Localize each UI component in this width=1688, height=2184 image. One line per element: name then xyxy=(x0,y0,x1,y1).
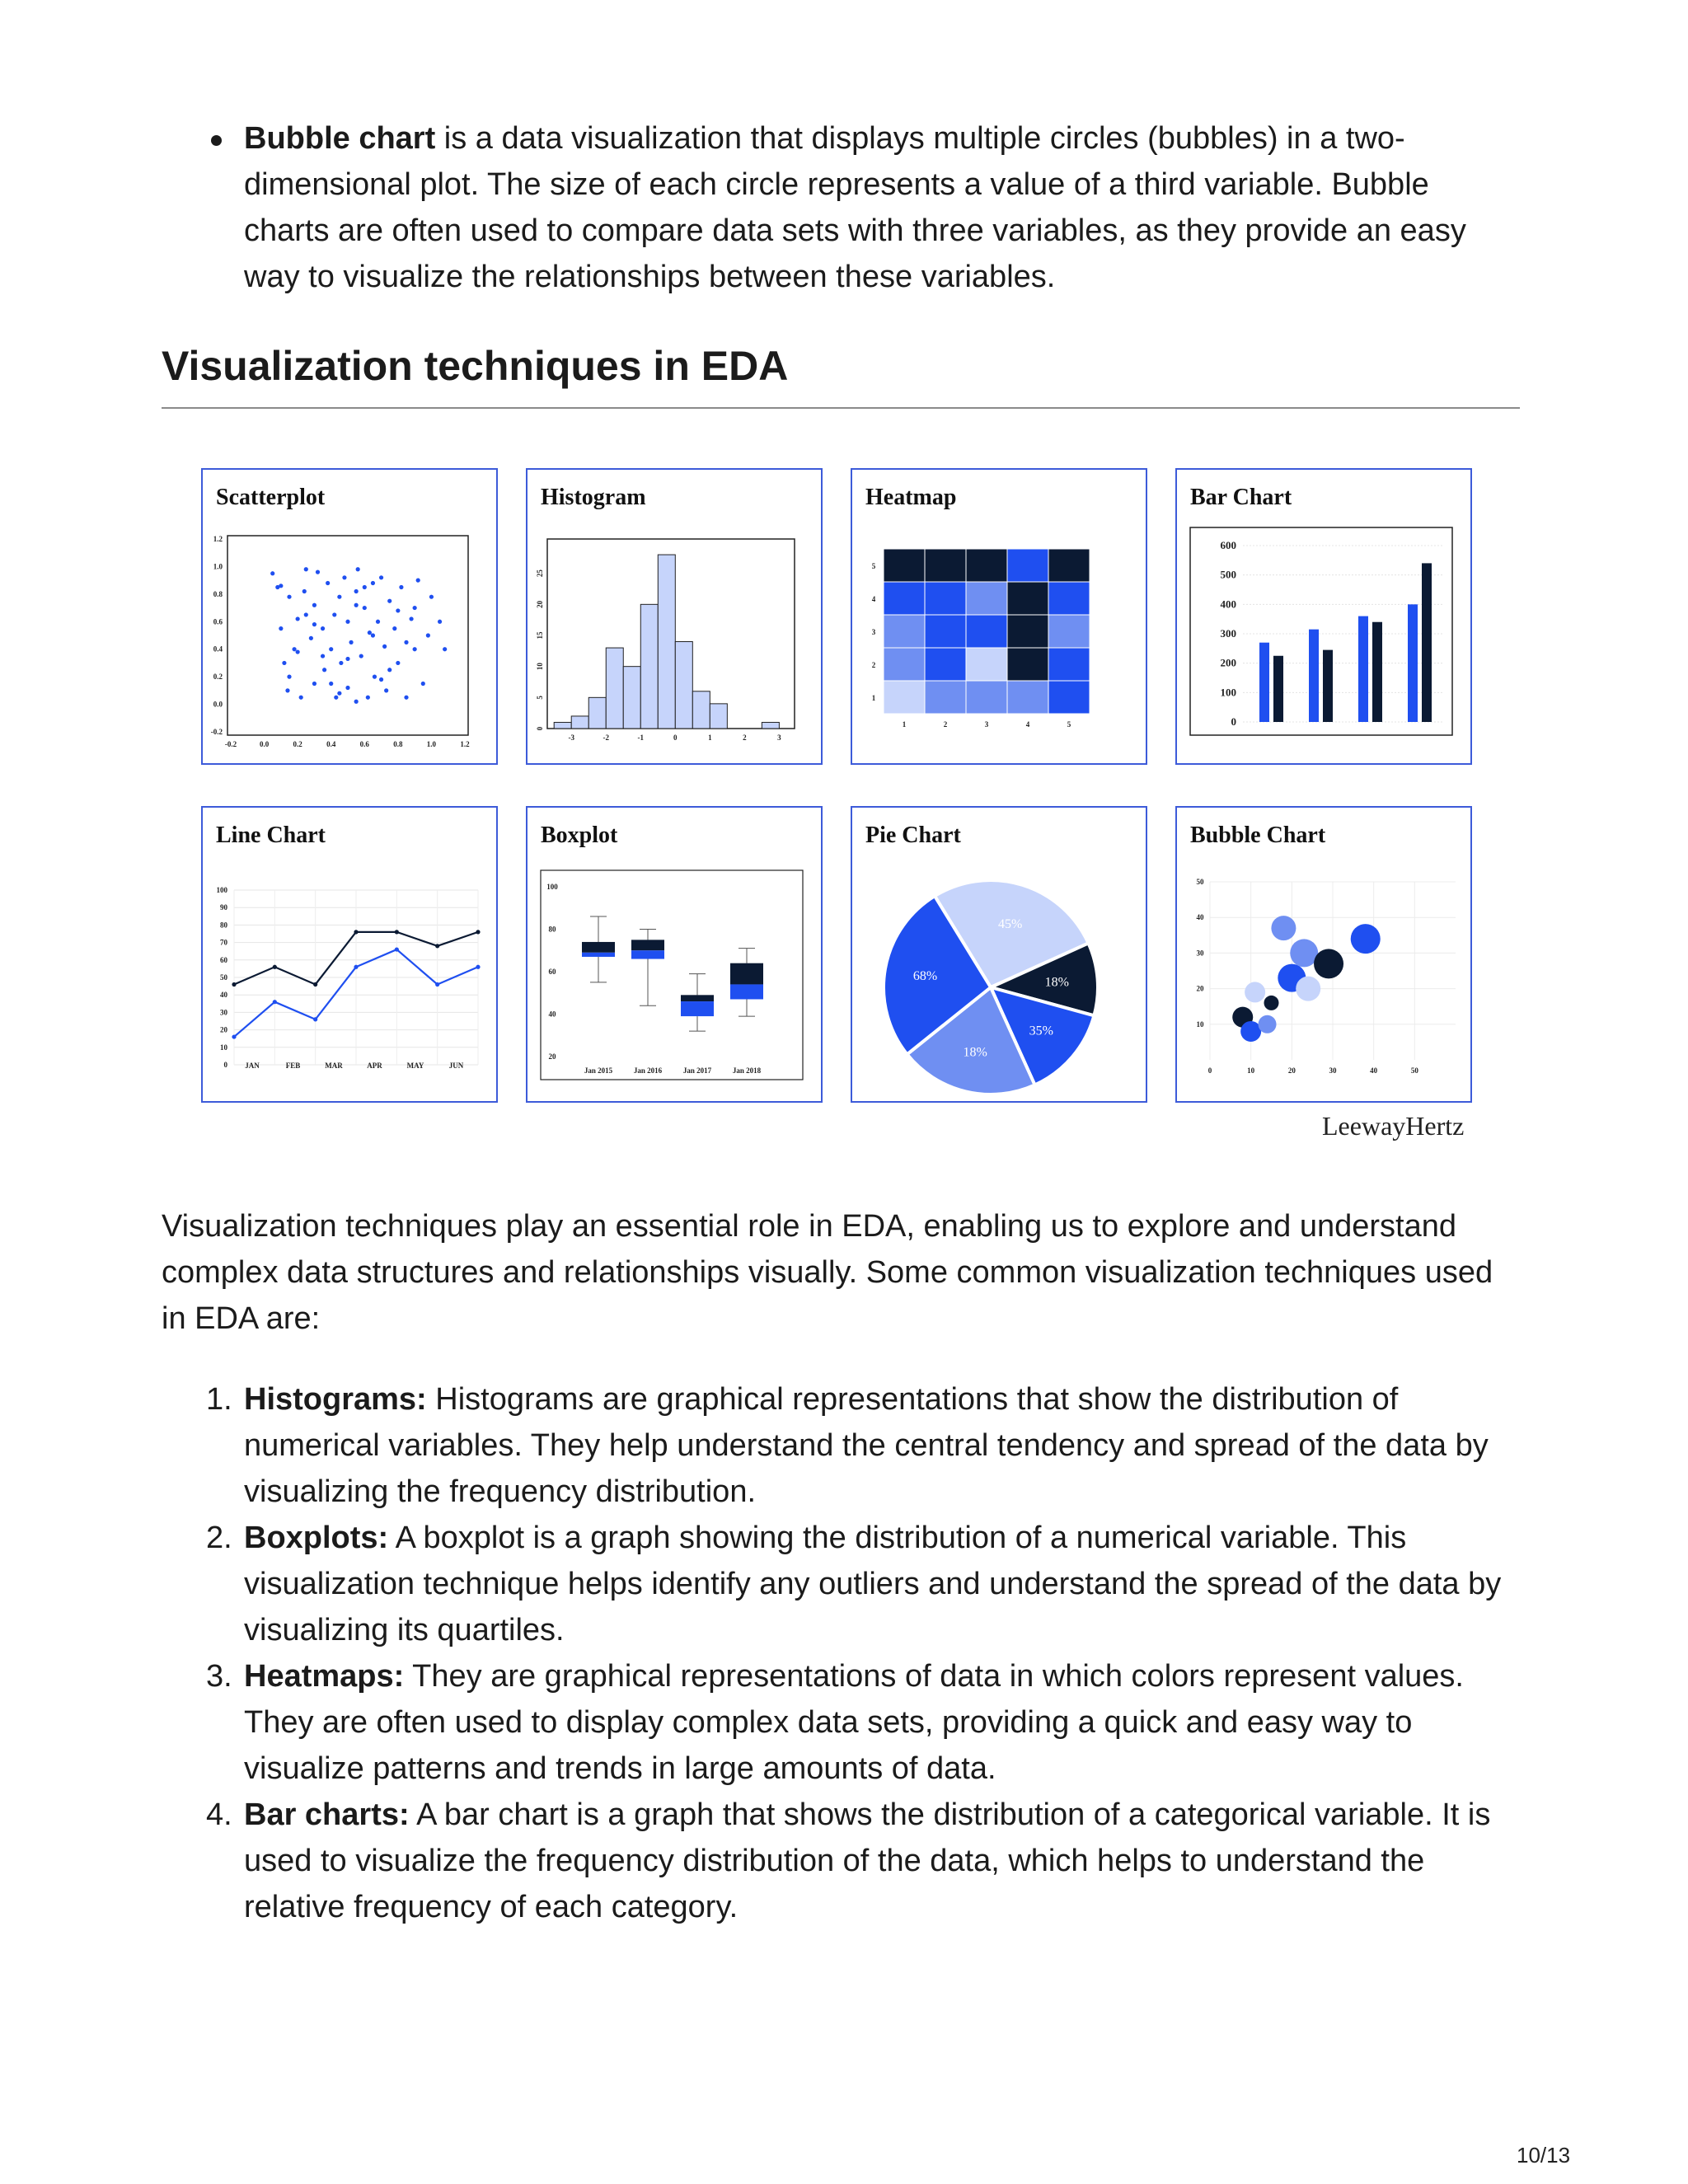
scatter-point xyxy=(285,688,289,692)
scatter-point xyxy=(399,585,403,589)
scatter-point xyxy=(312,603,316,607)
scatter-point xyxy=(354,603,359,607)
bar xyxy=(1259,643,1269,722)
y-tick-label: 20 xyxy=(548,1052,556,1061)
scatter-point xyxy=(429,595,434,599)
scatter-point xyxy=(312,622,316,626)
scatter-point xyxy=(413,606,417,610)
heatmap-cell xyxy=(1048,549,1090,582)
pie-label: 68% xyxy=(912,969,938,984)
histogram-bar xyxy=(692,691,710,729)
bubble xyxy=(1271,916,1296,940)
scatter-point xyxy=(339,661,343,665)
list-term: Bar charts: xyxy=(244,1797,410,1832)
bullet-term: Bubble chart xyxy=(244,121,436,156)
heatmap-cell xyxy=(1048,582,1090,615)
scatter-point xyxy=(279,626,283,630)
y-tick-label: 5 xyxy=(536,696,544,700)
y-tick-label: 80 xyxy=(548,925,556,934)
x-tick-label: Jan 2017 xyxy=(682,1066,712,1075)
scatter-point xyxy=(354,700,359,704)
list-term: Boxplots: xyxy=(244,1521,389,1555)
histogram-bar xyxy=(588,697,606,729)
y-tick-label: 10 xyxy=(220,1043,227,1052)
heatmap-cell xyxy=(884,582,925,615)
boxplot-card xyxy=(526,806,823,1103)
list-item xyxy=(162,1376,1522,1515)
box-upper xyxy=(730,963,763,985)
box-upper xyxy=(681,995,714,1001)
histogram-bar xyxy=(762,722,779,729)
x-tick-label: 0 xyxy=(673,733,678,742)
scatter-point xyxy=(270,571,274,575)
histogram-bar xyxy=(554,722,571,729)
heatmap-cell xyxy=(1007,648,1048,681)
list-number: 1. xyxy=(206,1382,232,1417)
y-tick-label: 400 xyxy=(1220,598,1236,611)
scatter-point xyxy=(371,633,375,637)
pie-label: 35% xyxy=(1029,1024,1053,1038)
box-lower xyxy=(681,1001,714,1016)
figure-credit: LeewayHertz xyxy=(1322,1111,1465,1141)
histogram-title: Histogram xyxy=(541,485,646,510)
x-tick-label: 0.2 xyxy=(293,740,302,748)
bar-chart-title: Bar Chart xyxy=(1190,485,1292,510)
bubble-chart-card xyxy=(1175,806,1472,1103)
series-point xyxy=(313,982,317,987)
bubble-chart-bullet xyxy=(162,115,1513,300)
plot-frame xyxy=(541,870,803,1080)
bubble xyxy=(1314,949,1343,978)
scatter-point xyxy=(332,612,336,616)
bar xyxy=(1323,650,1333,722)
box-lower xyxy=(631,950,664,958)
scatter-point xyxy=(302,589,307,593)
x-tick-label: 10 xyxy=(1247,1066,1255,1075)
x-tick-label: 2 xyxy=(943,720,948,729)
heatmap-cell xyxy=(925,648,966,681)
list-text: They are graphical representations of data in which colors represent values. They are often used to display complex data sets, providing a quick and easy way to visualize patterns and trends in large amounts of data. xyxy=(244,1659,1464,1786)
x-tick-label: 3 xyxy=(984,720,989,729)
page-number: 10/13 xyxy=(1517,2143,1571,2168)
scatterplot-chart xyxy=(203,470,496,763)
y-tick-label: 2 xyxy=(871,661,876,669)
x-tick-label: 1 xyxy=(708,733,712,742)
scatter-point xyxy=(326,581,330,585)
series-point xyxy=(476,930,480,934)
y-tick-label: 5 xyxy=(871,562,876,570)
histogram-bar xyxy=(640,604,658,729)
list-term: Heatmaps: xyxy=(244,1659,405,1694)
series-point xyxy=(476,965,480,969)
scatter-point xyxy=(356,567,360,571)
series-point xyxy=(435,982,439,987)
y-tick-label: 0 xyxy=(1231,715,1236,728)
scatter-point xyxy=(359,654,363,658)
scatter-point xyxy=(287,595,291,599)
scatter-point xyxy=(387,599,392,603)
bar xyxy=(1273,656,1283,722)
intro-paragraph: Visualization techniques play an essential role in EDA, enabling us to explore and understand complex data structures and relationships visually. Some common visualization techniques used in EDA are: xyxy=(162,1209,1493,1336)
x-tick-label: 2 xyxy=(743,733,747,742)
plot-frame xyxy=(227,536,468,735)
scatter-point xyxy=(366,696,370,700)
list-item xyxy=(162,1515,1522,1653)
box-lower xyxy=(582,953,615,957)
y-tick-label: 1.2 xyxy=(213,535,223,543)
heatmap-title: Heatmap xyxy=(865,485,957,510)
scatter-point xyxy=(316,570,320,574)
scatter-point xyxy=(296,616,300,621)
bar xyxy=(1358,616,1368,722)
scatter-point xyxy=(299,696,303,700)
histogram-bar xyxy=(658,555,675,729)
heatmap-cell xyxy=(1048,615,1090,648)
scatter-point xyxy=(321,654,325,658)
series-point xyxy=(232,1034,236,1038)
y-tick-label: 4 xyxy=(871,595,876,603)
x-tick-label: MAR xyxy=(325,1062,343,1070)
scatter-point xyxy=(363,585,367,589)
heatmap-card xyxy=(851,468,1147,765)
y-tick-label: 0.2 xyxy=(213,673,223,682)
x-tick-label: APR xyxy=(367,1062,382,1070)
y-tick-label: 300 xyxy=(1220,627,1236,640)
y-tick-label: 50 xyxy=(220,973,227,982)
scatter-point xyxy=(392,626,396,630)
scatter-point xyxy=(304,567,308,571)
bullet-body: is a data visualization that displays multiple circles (bubbles) in a two-dimensional plot. The size of each circle represents a value of a third variable. Bubble charts are often used to compare data sets with three variables, as they provide an easy way to visualize the relationships between these variables. xyxy=(244,121,1466,294)
x-tick-label: FEB xyxy=(285,1062,301,1070)
y-tick-label: 40 xyxy=(220,991,227,1000)
y-tick-label: 10 xyxy=(1196,1019,1204,1029)
scatter-point xyxy=(349,640,353,644)
x-tick-label: 50 xyxy=(1410,1066,1418,1075)
bullet-dot xyxy=(211,135,222,146)
scatter-point xyxy=(368,630,372,635)
y-tick-label: 20 xyxy=(1196,984,1204,993)
scatter-point xyxy=(396,608,400,612)
techniques-list xyxy=(162,1376,1522,1930)
scatter-point xyxy=(345,657,349,661)
scatter-point xyxy=(379,575,383,579)
y-tick-label: 0.4 xyxy=(213,644,223,654)
scatter-point xyxy=(387,668,392,672)
list-number: 3. xyxy=(206,1659,232,1694)
y-tick-label: 600 xyxy=(1220,539,1236,551)
heatmap-cell xyxy=(884,681,925,714)
pie-chart-title: Pie Chart xyxy=(865,823,961,848)
y-tick-label: 50 xyxy=(1196,878,1204,886)
y-tick-label: 40 xyxy=(548,1010,556,1019)
bar-chart-card xyxy=(1175,468,1472,765)
bubble xyxy=(1264,996,1279,1010)
histogram-card xyxy=(526,468,823,765)
x-tick-label: 0.6 xyxy=(359,740,369,748)
y-tick-label: 0.6 xyxy=(213,617,223,626)
x-tick-label: JUN xyxy=(448,1062,464,1070)
list-number: 4. xyxy=(206,1797,232,1832)
heatmap-cell xyxy=(966,582,1007,615)
y-tick-label: 60 xyxy=(548,968,556,976)
scatter-point xyxy=(329,647,333,651)
heatmap-cell xyxy=(925,681,966,714)
heatmap-cell xyxy=(1007,549,1048,582)
series-point xyxy=(273,965,277,969)
section-heading: Visualization techniques in EDA xyxy=(162,343,789,389)
scatterplot-card xyxy=(201,468,498,765)
series-point xyxy=(273,1000,277,1004)
heatmap-cell xyxy=(884,549,925,582)
scatter-point xyxy=(379,677,383,682)
heatmap-cell xyxy=(925,582,966,615)
y-tick-label: 100 xyxy=(216,886,227,894)
x-tick-label: 0.4 xyxy=(326,740,336,748)
scatter-point xyxy=(337,595,341,599)
boxplot-title: Boxplot xyxy=(541,823,618,848)
histogram-bar xyxy=(623,667,640,729)
heatmap-cell xyxy=(1007,681,1048,714)
heatmap-cell xyxy=(1007,582,1048,615)
x-tick-label: -3 xyxy=(568,733,574,742)
y-tick-label: 20 xyxy=(536,600,544,608)
line-chart-card xyxy=(201,806,498,1103)
scatter-point xyxy=(371,581,375,585)
heatmap-cell xyxy=(925,615,966,648)
x-tick-label: Jan 2018 xyxy=(732,1066,762,1075)
x-tick-label: -0.2 xyxy=(224,740,237,748)
x-tick-label: 4 xyxy=(1025,720,1030,729)
heatmap-cell xyxy=(1048,648,1090,681)
pie-label: 18% xyxy=(963,1045,987,1060)
bar xyxy=(1309,630,1319,722)
x-tick-label: 20 xyxy=(1287,1066,1296,1075)
x-tick-label: 1.2 xyxy=(460,740,470,748)
scatter-point xyxy=(342,575,346,579)
scatter-point xyxy=(363,606,367,610)
pie-label: 45% xyxy=(998,916,1023,931)
x-tick-label: Jan 2016 xyxy=(633,1066,663,1075)
heatmap-chart xyxy=(852,470,1146,763)
scatter-point xyxy=(282,661,286,665)
y-tick-label: 80 xyxy=(220,921,227,930)
series-point xyxy=(313,1017,317,1021)
pie-label: 18% xyxy=(1044,975,1070,990)
bar xyxy=(1422,563,1432,722)
scatter-point xyxy=(334,696,338,700)
scatter-point xyxy=(404,640,408,644)
scatter-point xyxy=(322,668,326,672)
bubble xyxy=(1240,1021,1261,1042)
bubble-chart xyxy=(1177,808,1470,1101)
heatmap-cell xyxy=(884,648,925,681)
y-tick-label: 30 xyxy=(1196,949,1204,958)
heatmap-cell xyxy=(884,615,925,648)
series-point xyxy=(232,982,236,987)
x-tick-label: MAY xyxy=(406,1062,424,1070)
series-point xyxy=(435,944,439,948)
y-tick-label: 500 xyxy=(1220,568,1236,581)
scatter-point xyxy=(279,583,283,588)
scatter-point xyxy=(329,682,333,686)
scatter-point xyxy=(373,675,377,679)
bar-chart xyxy=(1177,470,1470,763)
y-tick-label: 40 xyxy=(1196,913,1204,922)
scatter-point xyxy=(438,620,442,624)
scatter-point xyxy=(443,647,447,651)
y-tick-label: 200 xyxy=(1220,656,1236,669)
y-tick-label: -0.2 xyxy=(210,728,223,736)
scatter-point xyxy=(312,682,316,686)
scatter-point xyxy=(396,661,400,665)
scatter-point xyxy=(345,686,349,690)
x-tick-label: JAN xyxy=(245,1062,260,1070)
y-tick-label: 0.0 xyxy=(213,700,223,709)
list-term: Histograms: xyxy=(244,1382,427,1417)
y-tick-label: 100 xyxy=(546,883,558,891)
histogram-bar xyxy=(710,704,727,729)
series-point xyxy=(395,947,399,951)
y-tick-label: 70 xyxy=(220,938,227,947)
bubble xyxy=(1259,1015,1277,1033)
y-tick-label: 1.0 xyxy=(213,562,223,571)
list-number: 2. xyxy=(206,1521,232,1555)
heatmap-cell xyxy=(1048,681,1090,714)
series-point xyxy=(354,965,358,969)
heatmap-cell xyxy=(966,549,1007,582)
x-tick-label: 3 xyxy=(777,733,781,742)
histogram-bar xyxy=(606,648,623,729)
list-text: A bar chart is a graph that shows the distribution of a categorical variable. It is used to visualize the frequency distribution of the data, which helps to understand the relative frequency of each category. xyxy=(244,1797,1491,1924)
x-tick-label: 0.8 xyxy=(393,740,403,748)
box-upper xyxy=(631,940,664,950)
scatter-point xyxy=(426,633,430,637)
series-point xyxy=(395,930,399,934)
y-tick-label: 3 xyxy=(871,628,876,636)
scatter-point xyxy=(337,691,341,696)
y-tick-label: 10 xyxy=(536,663,544,671)
bubble xyxy=(1245,982,1265,1002)
x-tick-label: 1.0 xyxy=(426,740,437,748)
scatter-point xyxy=(421,682,425,686)
scatter-point xyxy=(409,616,413,621)
box-upper xyxy=(582,942,615,953)
x-tick-label: 30 xyxy=(1329,1066,1337,1075)
y-tick-label: 90 xyxy=(220,903,227,912)
pie-chart-card xyxy=(851,806,1147,1103)
line-chart-title: Line Chart xyxy=(216,823,326,848)
x-tick-label: -2 xyxy=(603,733,609,742)
y-tick-label: 25 xyxy=(536,569,544,578)
x-tick-label: 1 xyxy=(902,720,907,729)
scatter-point xyxy=(382,644,387,649)
scatter-point xyxy=(292,647,296,651)
x-tick-label: 0 xyxy=(1207,1066,1212,1075)
y-tick-label: 15 xyxy=(536,631,544,640)
bullet-text xyxy=(244,115,1513,300)
heatmap-cell xyxy=(966,681,1007,714)
pie-chart xyxy=(852,808,1146,1101)
scatter-point xyxy=(304,612,308,616)
heatmap-cell xyxy=(925,549,966,582)
heatmap-cell xyxy=(966,615,1007,648)
heading-divider xyxy=(162,407,1520,409)
y-tick-label: 0 xyxy=(223,1061,227,1069)
scatter-point xyxy=(309,636,313,640)
boxplot-chart xyxy=(528,808,821,1101)
scatter-point xyxy=(376,620,380,624)
bar xyxy=(1408,604,1418,722)
y-tick-label: 20 xyxy=(220,1025,227,1034)
histogram-chart xyxy=(528,470,821,763)
series-point xyxy=(354,930,358,934)
y-tick-label: 60 xyxy=(220,955,227,964)
y-tick-label: 100 xyxy=(1220,686,1236,699)
list-item xyxy=(162,1653,1522,1792)
x-tick-label: 5 xyxy=(1067,720,1071,729)
x-tick-label: 40 xyxy=(1370,1066,1378,1075)
heatmap-cell xyxy=(966,648,1007,681)
bubble-chart-title: Bubble Chart xyxy=(1190,823,1326,848)
line-chart xyxy=(203,808,496,1101)
bubble xyxy=(1351,924,1381,954)
list-text: Histograms are graphical representations that show the distribution of numerical variables. They help understand the central tendency and spread of the data by visualizing the frequency distribution. xyxy=(244,1382,1489,1509)
y-tick-label: 0 xyxy=(536,726,544,731)
scatter-point xyxy=(416,579,420,583)
y-tick-label: 1 xyxy=(871,694,876,702)
scatter-point xyxy=(404,696,408,700)
scatter-point xyxy=(413,647,417,651)
bubble xyxy=(1296,977,1320,1001)
y-tick-label: 0.8 xyxy=(213,589,223,598)
box-lower xyxy=(730,984,763,999)
scatter-point xyxy=(321,626,325,630)
scatter-point xyxy=(354,589,359,593)
scatter-point xyxy=(287,675,291,679)
visualization-figure xyxy=(162,445,1520,1162)
scatter-point xyxy=(384,688,388,692)
x-tick-label: Jan 2015 xyxy=(584,1066,613,1075)
histogram-bar xyxy=(571,716,588,729)
list-item xyxy=(162,1792,1522,1930)
scatter-point xyxy=(296,649,300,654)
scatter-point xyxy=(345,620,349,624)
heatmap-cell xyxy=(1007,615,1048,648)
x-tick-label: 0.0 xyxy=(259,740,270,748)
scatterplot-title: Scatterplot xyxy=(216,485,326,510)
x-tick-label: -1 xyxy=(637,733,645,742)
bar xyxy=(1372,622,1382,722)
y-tick-label: 30 xyxy=(220,1008,227,1017)
list-text: A boxplot is a graph showing the distribution of a numerical variable. This visualization technique helps identify any outliers and understand the spread of the data by visualizing its quartiles. xyxy=(244,1521,1502,1647)
histogram-bar xyxy=(675,642,692,729)
